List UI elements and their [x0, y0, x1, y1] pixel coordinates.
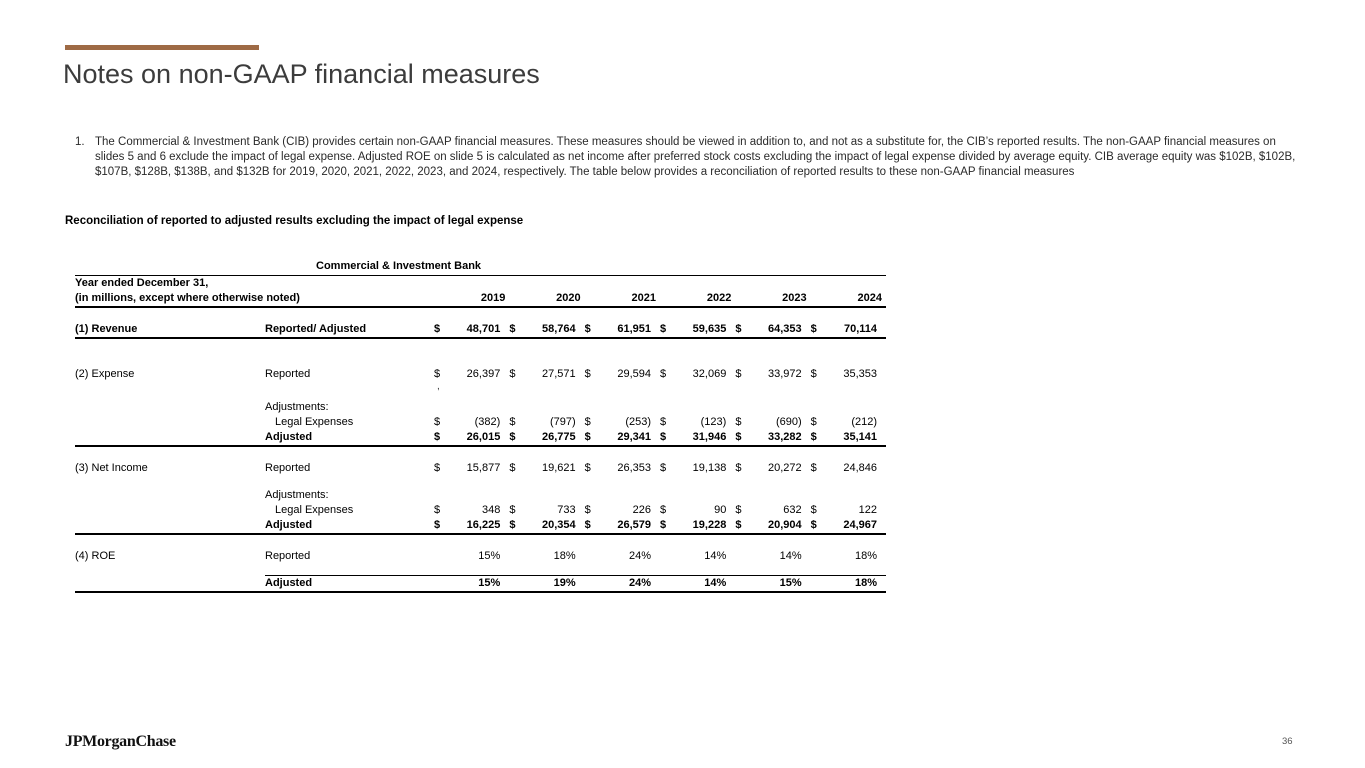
- value-cell: [735, 503, 810, 518]
- cell-value: 26,353: [617, 462, 651, 474]
- value-cell: [434, 518, 509, 533]
- value-cell: [434, 430, 509, 445]
- value-cell: [735, 461, 810, 476]
- cell-value: 59,635: [692, 323, 727, 335]
- value-cell: [660, 367, 735, 382]
- value-cell: [811, 430, 886, 445]
- value-cell: [509, 488, 584, 503]
- cell-value: 64,353: [768, 323, 802, 335]
- cell-value: 733: [557, 504, 576, 516]
- cell-value: 27,571: [542, 368, 576, 380]
- value-cell: [811, 461, 886, 476]
- cell-value: 20,904: [768, 519, 802, 531]
- value-cell: [660, 415, 735, 430]
- value-cell: [660, 400, 735, 415]
- value-cell: [660, 518, 735, 533]
- value-cell: [434, 549, 509, 564]
- value-cell: [509, 415, 584, 430]
- footnote-paragraph: [75, 135, 1307, 181]
- row-label: [75, 430, 265, 445]
- currency-symbol: $: [509, 323, 516, 335]
- footnote-number: 1.: [75, 136, 85, 148]
- value-cell: [509, 518, 584, 533]
- value-cell: [811, 488, 886, 503]
- row-sublabel: Adjusted: [265, 577, 313, 589]
- currency-symbol: $: [584, 504, 591, 516]
- table-header-row: [75, 276, 886, 291]
- cell-value: 122: [858, 504, 877, 516]
- value-cell: [509, 400, 584, 415]
- value-cell: [660, 576, 735, 591]
- value-cell: [434, 488, 509, 503]
- value-cell: [509, 322, 584, 337]
- value-cell: [509, 430, 584, 445]
- cell-value: (797): [549, 416, 576, 428]
- value-cell: [660, 503, 735, 518]
- table-group-header-label: Commercial & Investment Bank: [316, 260, 482, 272]
- value-cell: [585, 488, 660, 503]
- row-sublabel: Adjustments:: [265, 489, 329, 501]
- value-cell: [585, 367, 660, 382]
- table-row: [75, 488, 886, 503]
- cell-value: 33,972: [768, 368, 802, 380]
- value-cell: [660, 488, 735, 503]
- value-cell: [735, 367, 810, 382]
- cell-value: 35,353: [843, 368, 877, 380]
- value-cell: [434, 461, 509, 476]
- table-row: [75, 576, 886, 593]
- value-cell: [509, 461, 584, 476]
- cell-value: 348: [481, 504, 501, 516]
- value-cell: [811, 576, 886, 591]
- row-sublabel: Reported: [265, 462, 311, 474]
- cell-value: 14%: [779, 550, 802, 562]
- row-sublabel: Adjusted: [265, 519, 313, 531]
- cell-value: (382): [474, 416, 501, 428]
- cell-value: 14%: [704, 577, 727, 589]
- stray-mark-glyph: ,: [437, 381, 440, 392]
- currency-symbol: $: [735, 416, 742, 428]
- value-cell: [509, 576, 584, 591]
- year-label: 2022: [706, 292, 732, 304]
- table-row: [75, 461, 886, 476]
- cell-value: 26,775: [542, 431, 576, 443]
- row-label: (1) Revenue: [75, 323, 138, 335]
- cell-value: 31,946: [692, 431, 727, 443]
- value-cell: [585, 576, 660, 591]
- cell-value: 24,967: [843, 519, 877, 531]
- table-group-header: [75, 260, 886, 276]
- currency-symbol: $: [434, 323, 441, 335]
- currency-symbol: $: [434, 431, 441, 443]
- currency-symbol: $: [660, 416, 667, 428]
- table-spacer: [75, 535, 886, 549]
- cell-value: (253): [625, 416, 651, 428]
- value-cell: [509, 367, 584, 382]
- value-cell: [585, 518, 660, 533]
- value-cell: [434, 576, 509, 591]
- currency-symbol: $: [810, 462, 817, 474]
- currency-symbol: $: [660, 368, 667, 380]
- value-cell: [660, 461, 735, 476]
- value-cell: [585, 503, 660, 518]
- cell-value: 226: [632, 504, 651, 516]
- cell-value: (690): [775, 416, 802, 428]
- table-spacer: [75, 308, 886, 322]
- year-label: 2020: [556, 292, 581, 304]
- value-cell: [585, 322, 660, 337]
- year-label: 2021: [631, 292, 656, 304]
- table-row: [75, 400, 886, 415]
- value-cell: [735, 415, 810, 430]
- table-spacer: [75, 564, 886, 575]
- cell-value: 58,764: [542, 323, 576, 335]
- currency-symbol: $: [509, 416, 516, 428]
- currency-symbol: $: [735, 519, 742, 531]
- currency-symbol: $: [660, 504, 667, 516]
- table-row: [75, 322, 886, 339]
- year-label: 2024: [857, 292, 882, 304]
- row-sublabel: Reported/ Adjusted: [265, 323, 367, 335]
- cell-value: (212): [851, 416, 877, 428]
- cell-value: 33,282: [768, 431, 802, 443]
- cell-value: 15%: [779, 577, 802, 589]
- value-cell: [585, 549, 660, 564]
- currency-symbol: $: [735, 504, 742, 516]
- currency-symbol: $: [509, 462, 516, 474]
- cell-value: 20,354: [542, 519, 576, 531]
- cell-value: 35,141: [843, 431, 877, 443]
- stray-mark: [75, 382, 886, 392]
- cell-value: 20,272: [768, 462, 802, 474]
- title-accent-bar: [65, 45, 259, 50]
- row-label: [75, 415, 265, 430]
- cell-value: 70,114: [843, 323, 877, 335]
- value-cell: [585, 430, 660, 445]
- currency-symbol: $: [810, 519, 817, 531]
- table-spacer: [75, 339, 886, 367]
- row-label: [75, 503, 265, 518]
- table-header-line1: Year ended December 31,: [75, 277, 209, 289]
- cell-value: 19,228: [692, 519, 727, 531]
- table-section-heading: Reconciliation of reported to adjusted results excluding the impact of legal expense: [65, 215, 524, 227]
- value-cell: [434, 322, 509, 337]
- currency-symbol: $: [434, 416, 441, 428]
- table-spacer: [75, 476, 886, 488]
- cell-value: 61,951: [617, 323, 651, 335]
- row-sublabel: Adjusted: [265, 431, 313, 443]
- reconciliation-table: [75, 260, 886, 593]
- currency-symbol: $: [584, 431, 591, 443]
- currency-symbol: $: [660, 323, 667, 335]
- value-cell: [811, 549, 886, 564]
- row-label: [75, 400, 265, 415]
- value-cell: [811, 400, 886, 415]
- currency-symbol: $: [810, 368, 817, 380]
- table-years-row: [75, 291, 886, 308]
- cell-value: 15%: [478, 550, 501, 562]
- year-label: 2023: [782, 292, 807, 304]
- currency-symbol: $: [660, 519, 667, 531]
- table-row: [75, 503, 886, 518]
- row-label: [75, 576, 265, 591]
- currency-symbol: $: [509, 431, 516, 443]
- value-cell: [434, 367, 509, 382]
- currency-symbol: $: [735, 323, 742, 335]
- cell-value: 90: [714, 504, 727, 516]
- table-spacer: [75, 392, 886, 400]
- value-cell: [735, 576, 810, 591]
- cell-value: 48,701: [466, 323, 501, 335]
- cell-value: 19%: [553, 577, 576, 589]
- value-cell: [585, 415, 660, 430]
- cell-value: 16,225: [466, 519, 501, 531]
- table-header-line2: (in millions, except where otherwise noted): [75, 292, 300, 304]
- currency-symbol: $: [509, 519, 516, 531]
- value-cell: [434, 503, 509, 518]
- table-row: [75, 518, 886, 535]
- row-label: [75, 488, 265, 503]
- cell-value: (123): [700, 416, 727, 428]
- cell-value: 24%: [628, 550, 651, 562]
- table-row: [75, 430, 886, 447]
- table-row: [75, 415, 886, 430]
- row-label: [75, 518, 265, 533]
- value-cell: [735, 488, 810, 503]
- cell-value: 32,069: [692, 368, 727, 380]
- cell-value: 19,138: [692, 462, 727, 474]
- currency-symbol: $: [584, 519, 591, 531]
- currency-symbol: $: [810, 416, 817, 428]
- currency-symbol: $: [735, 368, 742, 380]
- row-sublabel: Reported: [265, 368, 311, 380]
- value-cell: [735, 322, 810, 337]
- row-sublabel: Legal Expenses: [275, 504, 354, 516]
- currency-symbol: $: [584, 368, 591, 380]
- row-label: (4) ROE: [75, 550, 116, 562]
- cell-value: 18%: [553, 550, 576, 562]
- currency-symbol: $: [434, 519, 441, 531]
- currency-symbol: $: [810, 431, 817, 443]
- row-sublabel: Reported: [265, 550, 311, 562]
- currency-symbol: $: [584, 323, 591, 335]
- value-cell: [509, 549, 584, 564]
- currency-symbol: $: [660, 431, 667, 443]
- currency-symbol: $: [509, 368, 516, 380]
- value-cell: [434, 415, 509, 430]
- table-row: [75, 549, 886, 564]
- currency-symbol: $: [434, 462, 441, 474]
- cell-value: 29,594: [617, 368, 651, 380]
- row-sublabel: Legal Expenses: [275, 416, 354, 428]
- cell-value: 18%: [854, 577, 877, 589]
- value-cell: [735, 549, 810, 564]
- currency-symbol: $: [660, 462, 667, 474]
- table-row: [75, 367, 886, 382]
- page-title: Notes on non-GAAP financial measures: [63, 59, 540, 89]
- value-cell: [811, 367, 886, 382]
- value-cell: [660, 549, 735, 564]
- value-cell: [434, 400, 509, 415]
- value-cell: [660, 322, 735, 337]
- year-label: 2019: [480, 292, 506, 304]
- cell-value: 14%: [704, 550, 727, 562]
- cell-value: 26,579: [617, 519, 651, 531]
- cell-value: 29,341: [617, 431, 651, 443]
- jpmorganchase-logo: JPMorganChase: [65, 733, 176, 750]
- value-cell: [509, 503, 584, 518]
- value-cell: [585, 400, 660, 415]
- value-cell: [811, 322, 886, 337]
- row-label: (2) Expense: [75, 368, 135, 380]
- footnote-text: The Commercial & Investment Bank (CIB) provides certain non-GAAP financial measures. These measures should be viewed in addition to, and not as a substitute for, the CIB’s reported results. The non-GAAP financial measures on slides 5 and 6 exclude the impact of legal expense. Adjusted ROE on slide 5 is calculated as net income after preferred stock costs excluding the impact of legal expense divided by average equity. CIB average equity was $102B, $102B, $107B, $128B, $138B, and $132B for 2019, 2020, 2021, 2022, 2023, and 2024, respectively. The table below provides a reconciliation of reported results to these non-GAAP financial measures: [95, 136, 1296, 179]
- currency-symbol: $: [584, 462, 591, 474]
- cell-value: 632: [783, 504, 802, 516]
- cell-value: 24%: [628, 577, 651, 589]
- cell-value: 26,397: [466, 368, 501, 380]
- value-cell: [811, 518, 886, 533]
- cell-value: 18%: [854, 550, 877, 562]
- cell-value: 15%: [478, 577, 501, 589]
- value-cell: [811, 503, 886, 518]
- value-cell: [735, 430, 810, 445]
- row-sublabel: Adjustments:: [265, 401, 329, 413]
- cell-value: 19,621: [542, 462, 576, 474]
- page-number: 36: [1282, 736, 1293, 747]
- currency-symbol: $: [434, 368, 441, 380]
- table-spacer: [75, 447, 886, 461]
- cell-value: 26,015: [466, 431, 501, 443]
- row-label: (3) Net Income: [75, 462, 148, 474]
- value-cell: [735, 400, 810, 415]
- value-cell: [811, 415, 886, 430]
- currency-symbol: $: [735, 431, 742, 443]
- value-cell: [735, 518, 810, 533]
- currency-symbol: $: [810, 323, 817, 335]
- currency-symbol: $: [509, 504, 516, 516]
- value-cell: [660, 430, 735, 445]
- currency-symbol: $: [434, 504, 441, 516]
- currency-symbol: $: [810, 504, 817, 516]
- currency-symbol: $: [735, 462, 742, 474]
- currency-symbol: $: [584, 416, 591, 428]
- cell-value: 24,846: [843, 462, 877, 474]
- cell-value: 15,877: [466, 462, 501, 474]
- value-cell: [585, 461, 660, 476]
